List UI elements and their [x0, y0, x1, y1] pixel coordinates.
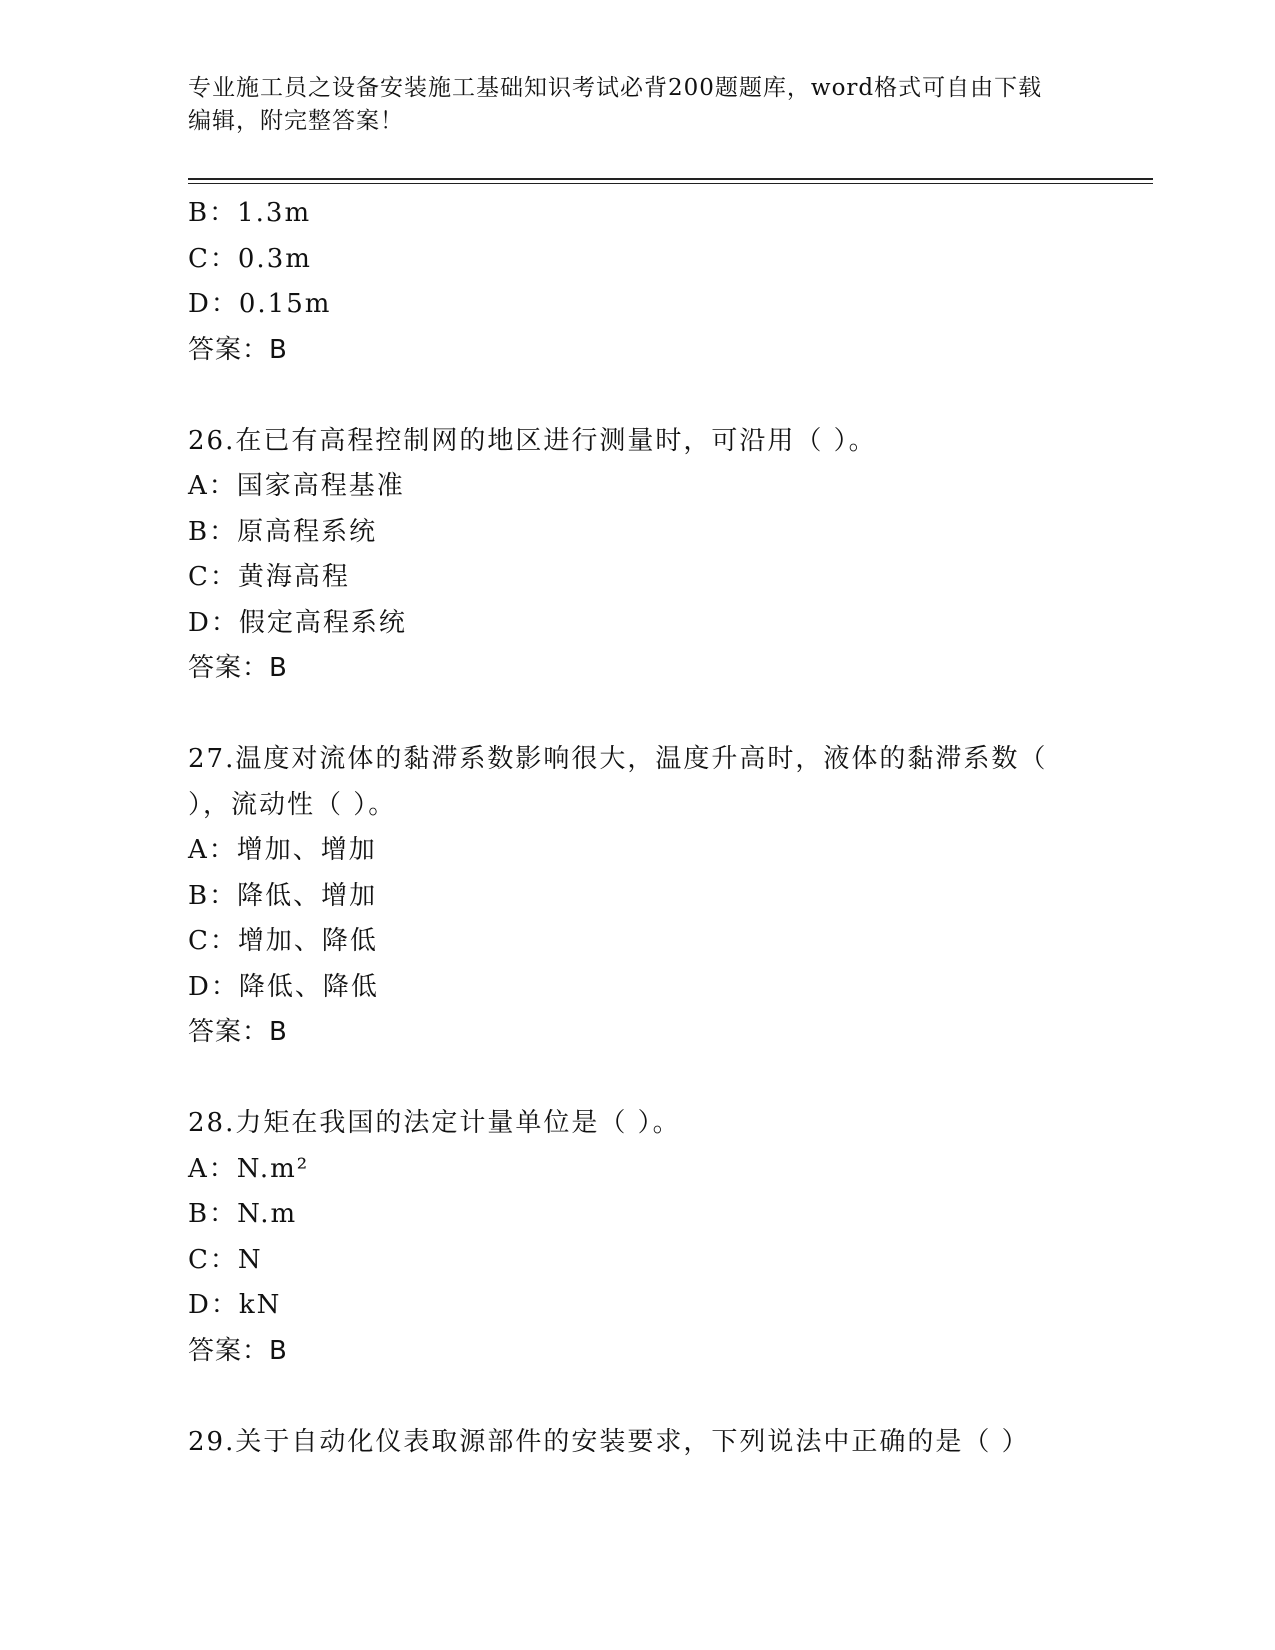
option-b: B：1.3m	[188, 198, 312, 228]
spacer	[188, 1374, 1088, 1420]
question-26	[188, 419, 1088, 692]
question-stem: 29.关于自动化仪表取源部件的安装要求，下列说法中正确的是（ ）	[188, 1426, 1030, 1457]
question-25-continued	[188, 191, 1088, 373]
question-stem-continued: ），流动性（ ）。	[188, 789, 397, 820]
header-rule-thin	[188, 183, 1153, 184]
option-a: A：N.m²	[188, 1153, 310, 1184]
option-d: D：0.15m	[188, 289, 332, 319]
answer-line: 答案：B	[188, 1335, 288, 1366]
question-29	[188, 1420, 1088, 1466]
option-b: B：降低、增加	[188, 880, 378, 911]
header-rule-thick	[188, 178, 1153, 180]
spacer	[188, 1056, 1088, 1102]
option-a: A：国家高程基准	[188, 471, 405, 501]
question-list	[188, 191, 1088, 1465]
question-stem: 27.温度对流体的黏滞系数影响很大，温度升高时，液体的黏滞系数（	[188, 744, 1048, 774]
option-c: C：增加、降低	[188, 926, 378, 956]
option-b: B：原高程系统	[188, 516, 378, 547]
option-b: B：N.m	[188, 1199, 298, 1229]
answer-line: 答案：B	[188, 653, 288, 683]
spacer	[188, 373, 1088, 419]
option-c: C：0.3m	[188, 243, 312, 274]
question-stem: 26.在已有高程控制网的地区进行测量时，可沿用（ ）。	[188, 425, 877, 456]
option-c: C：黄海高程	[188, 562, 350, 592]
header-line-2: 编辑，附完整答案！	[188, 108, 404, 134]
option-c: C：N	[188, 1244, 263, 1275]
question-28	[188, 1101, 1088, 1374]
answer-line: 答案：B	[188, 1017, 288, 1047]
answer-line: 答案：B	[188, 334, 288, 365]
spacer	[188, 692, 1088, 738]
question-stem: 28.力矩在我国的法定计量单位是（ ）。	[188, 1108, 681, 1138]
option-d: D：kN	[188, 1290, 282, 1320]
option-d: D：假定高程系统	[188, 607, 407, 638]
question-27	[188, 737, 1088, 1056]
header-line-1: 专业施工员之设备安装施工基础知识考试必背200题题库，word格式可自由下载	[188, 75, 1043, 101]
option-d: D：降低、降低	[188, 971, 379, 1002]
option-a: A：增加、增加	[188, 835, 377, 865]
document-header	[188, 72, 1088, 138]
